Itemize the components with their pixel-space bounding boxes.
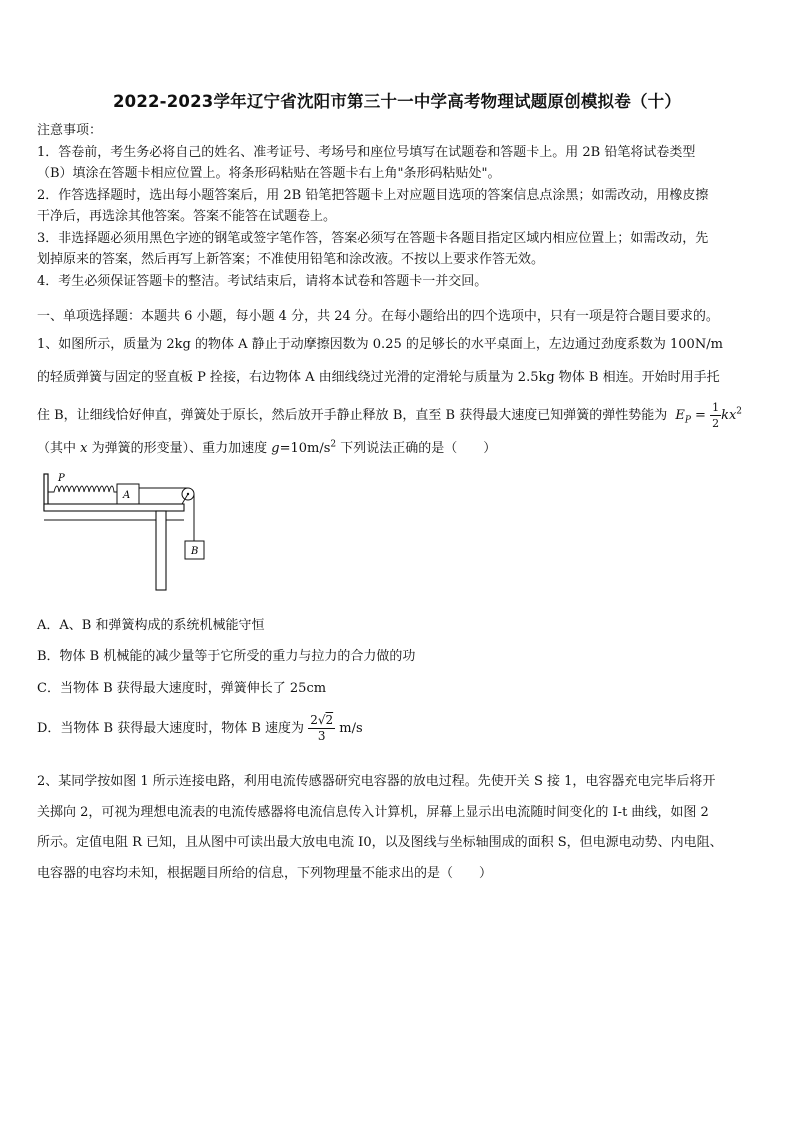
label-b: B	[191, 546, 199, 557]
formula-symbol: kx	[721, 408, 737, 423]
unit: m/s	[339, 721, 363, 736]
page-title: 2022-2023学年辽宁省沈阳市第三十一中学高考物理试题原创模拟卷（十）	[112, 92, 682, 111]
option-c: C．当物体 B 获得最大速度时，弹簧伸长了 25cm	[37, 681, 327, 696]
question-2-line: 电容器的电容均未知，根据题目所给的信息，下列物理量不能求出的是（ ）	[37, 866, 493, 881]
text-run: =10m/s	[279, 441, 331, 456]
option-b: B．物体 B 机械能的减少量等于它所受的重力与拉力的合力做的功	[37, 649, 416, 664]
text-run: （其中	[37, 441, 81, 456]
variable: g	[271, 441, 280, 456]
question-2-line: 所示。定值电阻 R 已知，且从图中可读出最大放电电流 I0，以及图线与坐标轴围成的面积 S，但电源电动势、内电阻、	[37, 835, 723, 850]
text-run: 下列说法正确的是（ ）	[336, 441, 497, 456]
spring	[48, 486, 118, 492]
label-p: P	[58, 473, 65, 484]
table-top	[44, 504, 184, 511]
notice-block	[37, 120, 759, 292]
superscript: 2	[330, 439, 337, 450]
question-2-line: 关掷向 2，可视为理想电流表的电流传感器将电流信息传入计算机，屏幕上显示出电流随时间变化的 I-t 曲线，如图 2	[37, 805, 709, 820]
fraction-numerator	[308, 713, 335, 729]
question-1-line	[37, 400, 742, 431]
coefficient: 2	[310, 713, 318, 727]
notice-line: 3．非选择题必须用黑色字迹的钢笔或签字笔作答，答案必须写在答题卡各题目指定区域内相应位置上；如需改动，先	[37, 230, 709, 246]
formula-superscript: 2	[736, 406, 743, 417]
formula-symbol: E	[675, 408, 685, 423]
notice-line: （B）填涂在答题卡相应位置上。将条形码粘贴在答题卡右上角"条形码粘贴处"。	[37, 166, 501, 181]
notice-line: 干净后，再选涂其他答案。答案不能答在试题卷上。	[37, 209, 337, 224]
formula-subscript: P	[684, 415, 691, 426]
sqrt-symbol: √	[317, 713, 326, 727]
notice-heading: 注意事项：	[37, 123, 103, 138]
label-a: A	[123, 490, 131, 501]
question-1-line: 1、如图所示，质量为 2kg 的物体 A 静止于动摩擦因数为 0.25 的足够长的水平桌面上，左边通过劲度系数为 100N/m	[37, 337, 723, 352]
energy-formula	[675, 401, 743, 430]
notice-line: 划掉原来的答案，然后再写上新答案；不准使用铅笔和涂改液。不按以上要求作答无效。	[37, 252, 545, 267]
table-leg	[156, 511, 166, 590]
variable: x	[80, 441, 88, 456]
formula-fraction	[710, 400, 721, 431]
fraction-denominator: 2	[712, 417, 720, 430]
fraction-denominator: 3	[317, 729, 326, 743]
notice-line: 4．考生必须保证答题卡的整洁。考试结束后，请将本试卷和答题卡一并交回。	[37, 273, 488, 289]
notice-line: 1．答卷前，考生务必将自己的姓名、准考证号、考场号和座位号填写在试题卷和答题卡上。用 2B 铅笔将试卷类型	[37, 144, 696, 160]
spring-pulley-figure	[38, 468, 208, 593]
question-2-line: 2、某同学按如图 1 所示连接电路，利用电流传感器研究电容器的放电过程。先使开关 S 接 1，电容器充电完毕后将开	[37, 774, 716, 789]
fraction-numerator: 1	[712, 401, 720, 414]
question-1-text: 住 B，让细线恰好伸直，弹簧处于原长，然后放开手静止释放 B，直至 B 获得最大速度已知弹簧的弹性势能为	[37, 408, 668, 423]
notice-line: 2．作答选择题时，选出每小题答案后，用 2B 铅笔把答题卡上对应题目选项的答案信息点涂黑；如需改动，用橡皮擦	[37, 187, 709, 203]
formula-equals: =	[690, 408, 711, 423]
radicand: 2	[325, 713, 334, 727]
question-1-line	[37, 437, 496, 456]
question-1-line: 的轻质弹簧与固定的竖直板 P 拴接，右边物体 A 由细线绕过光滑的定滑轮与质量为 2.5kg 物体 B 相连。开始时用手托	[37, 370, 720, 385]
text-run: 为弹簧的形变量）、重力加速度	[87, 441, 272, 456]
option-a: A．A、B 和弹簧构成的系统机械能守恒	[37, 618, 265, 633]
option-d-text: D．当物体 B 获得最大速度时，物体 B 速度为	[37, 721, 305, 736]
section-heading: 一、单项选择题：本题共 6 小题，每小题 4 分，共 24 分。在每小题给出的四个选项中，只有一项是符合题目要求的。	[37, 309, 719, 324]
option-d-fraction	[308, 713, 335, 744]
option-d	[37, 713, 363, 744]
